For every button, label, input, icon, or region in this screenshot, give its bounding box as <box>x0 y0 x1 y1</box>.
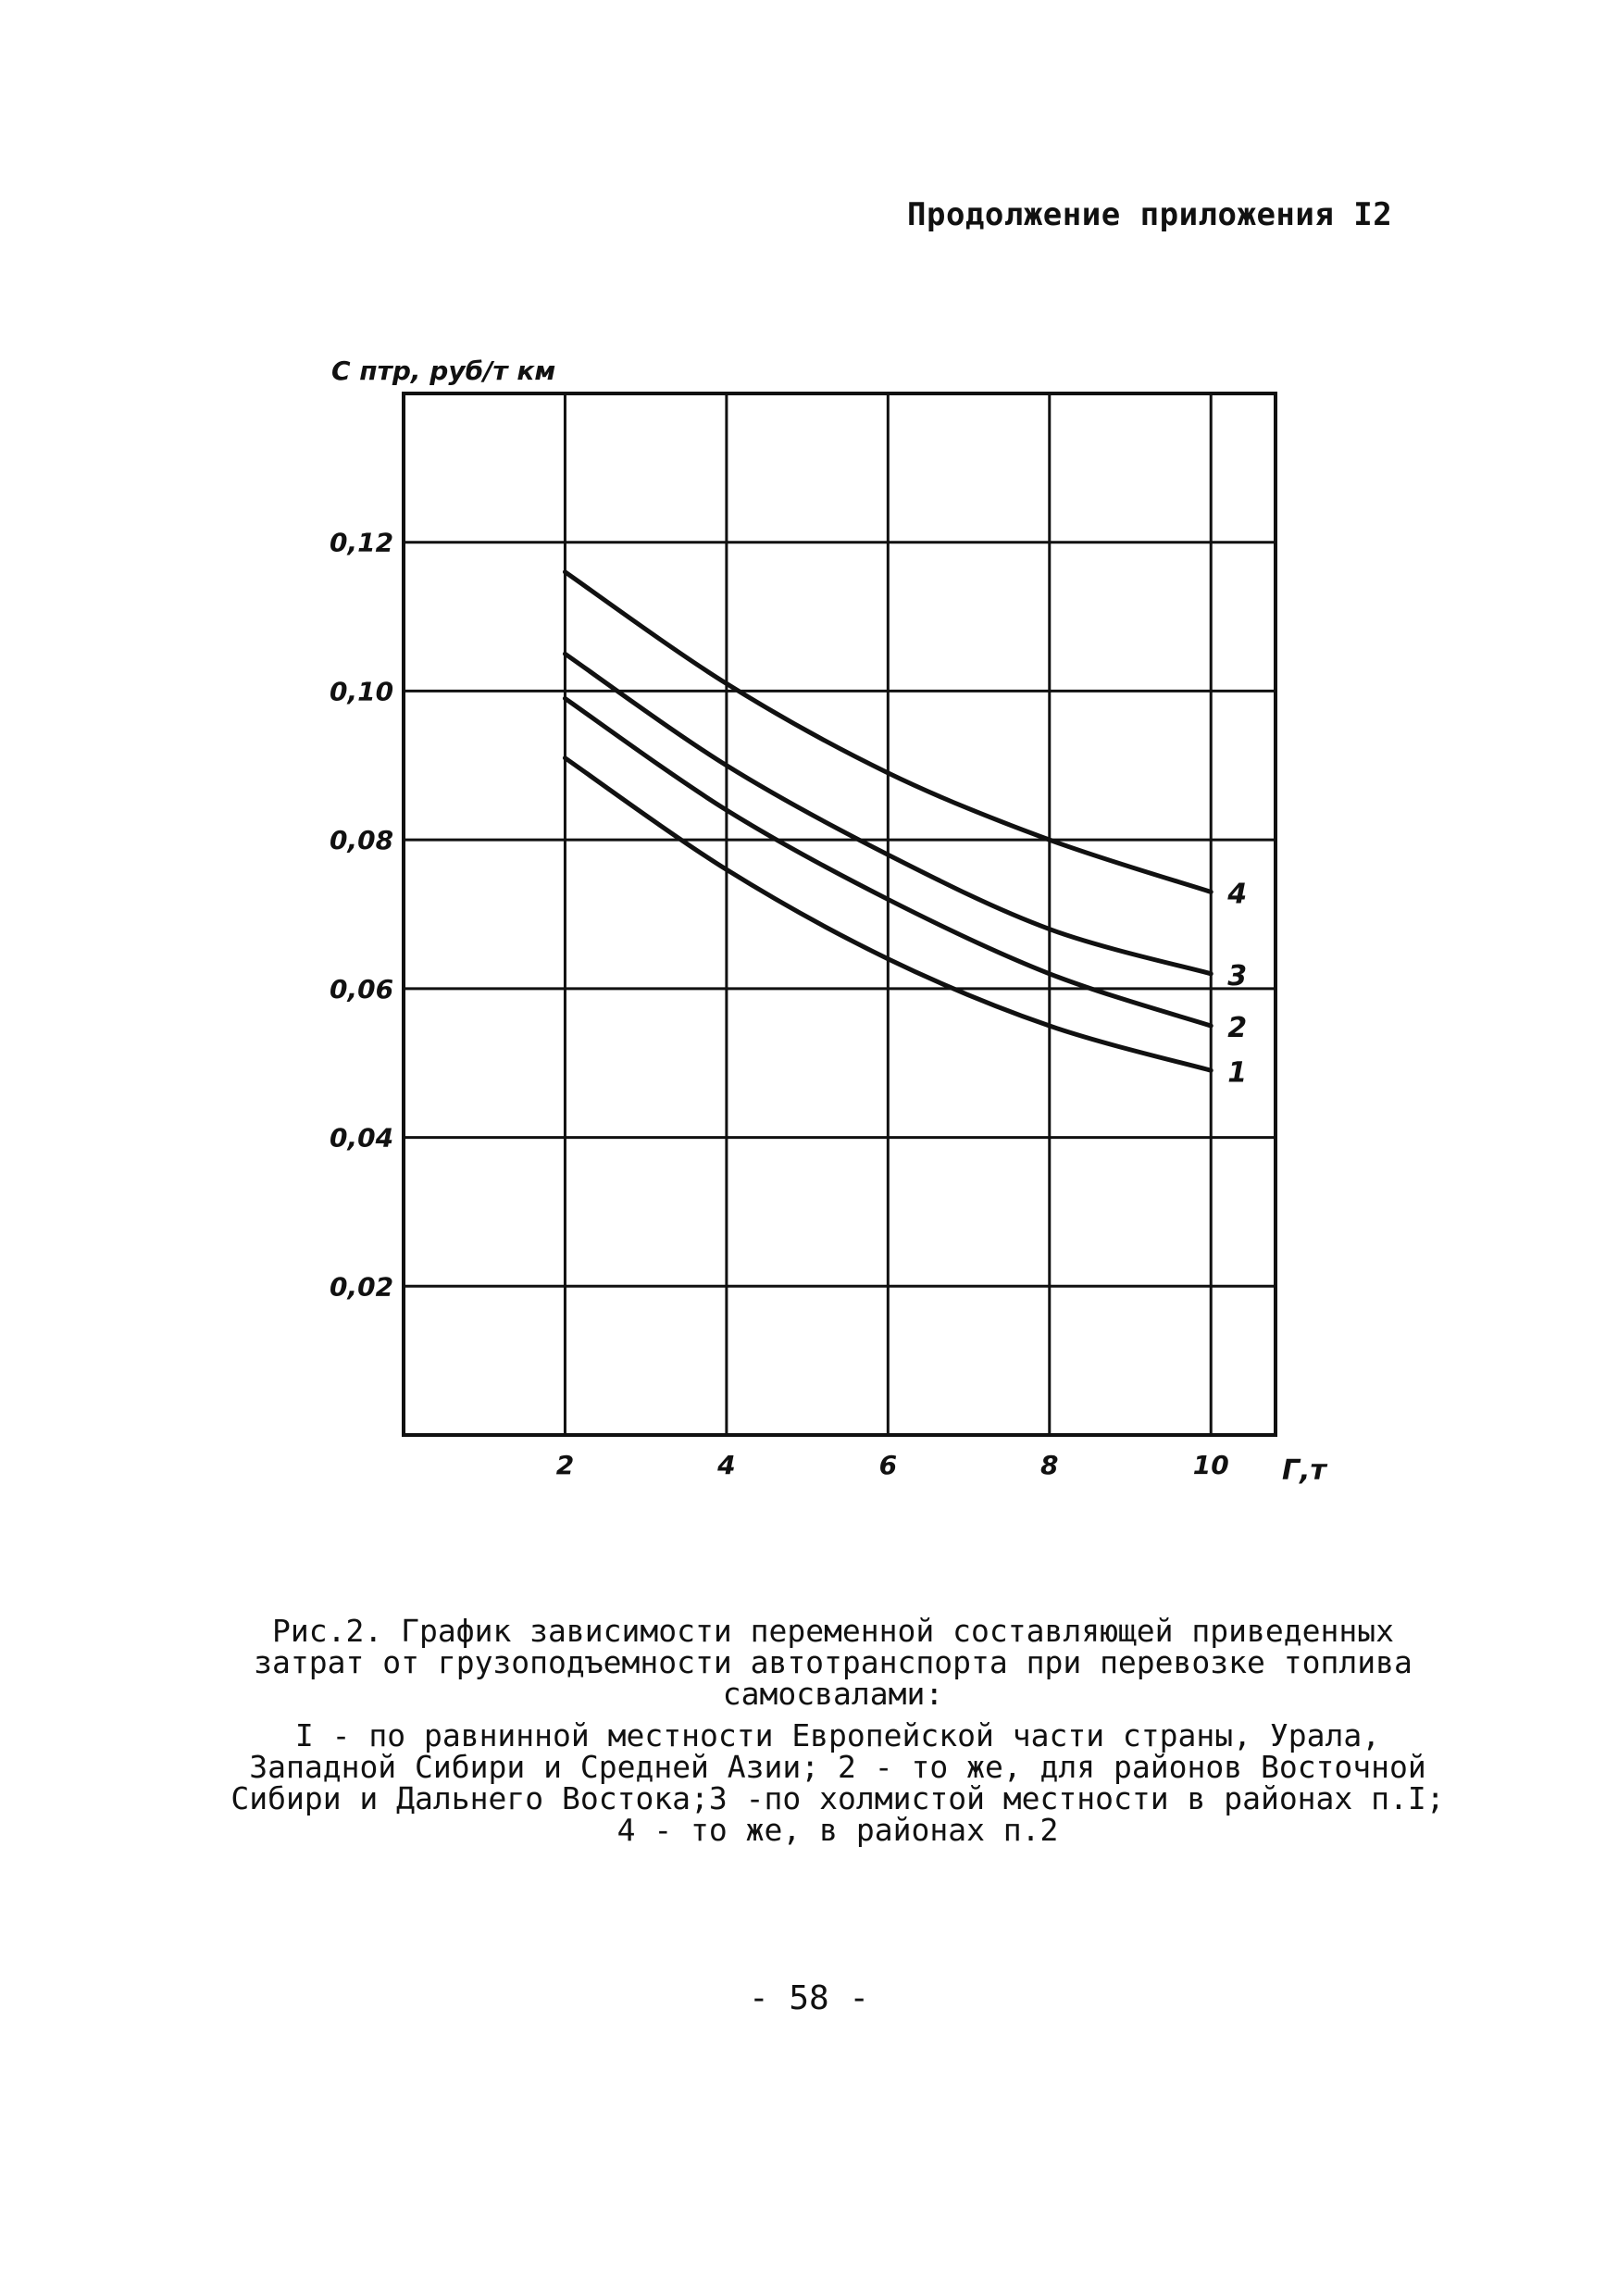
chart-curves <box>565 572 1247 1089</box>
figure-legend: I - по равнинной местности Европейской части страны, Урала, Западной Сибири и Средней Азии; 2 - то же, для районов Восточной Сибири и Дальнего Востока;3 -по холмистой местности в районах п.I; 4 - то же, в районах п.2 <box>230 1717 1445 1848</box>
figure-caption: Рис.2. График зависимости переменной составляющей приведенных затрат от грузоподъемности автотранспорта при перевозке топлива самосвалами: <box>254 1613 1413 1712</box>
x-axis-label: Г,т <box>1282 1454 1326 1487</box>
y-tick-label: 0,02 <box>330 1271 394 1303</box>
curve-label-1: 1 <box>1227 1056 1248 1090</box>
curve-label-2: 2 <box>1227 1012 1248 1045</box>
x-tick-label: 2 <box>555 1450 575 1480</box>
y-tick-label: 0,04 <box>330 1122 394 1154</box>
chart-grid <box>404 393 1276 1435</box>
x-tick-label: 8 <box>1040 1450 1059 1480</box>
plot-frame <box>404 393 1276 1435</box>
page-header: Продолжение приложения I2 <box>907 196 1393 233</box>
x-tick-label: 10 <box>1192 1450 1229 1480</box>
y-tick-label: 0,08 <box>330 825 394 856</box>
y-tick-label: 0,06 <box>330 973 394 1004</box>
y-tick-label: 0,10 <box>330 676 394 707</box>
curve-label-4: 4 <box>1227 878 1248 911</box>
chart-ticks <box>330 528 1229 1480</box>
x-tick-label: 6 <box>878 1450 898 1480</box>
x-tick-label: 4 <box>717 1450 736 1480</box>
y-tick-label: 0,12 <box>330 527 394 558</box>
page-number: - 58 - <box>748 1979 870 2017</box>
y-axis-label: С птр, руб/т км <box>331 356 556 386</box>
curve-label-3: 3 <box>1227 959 1248 992</box>
